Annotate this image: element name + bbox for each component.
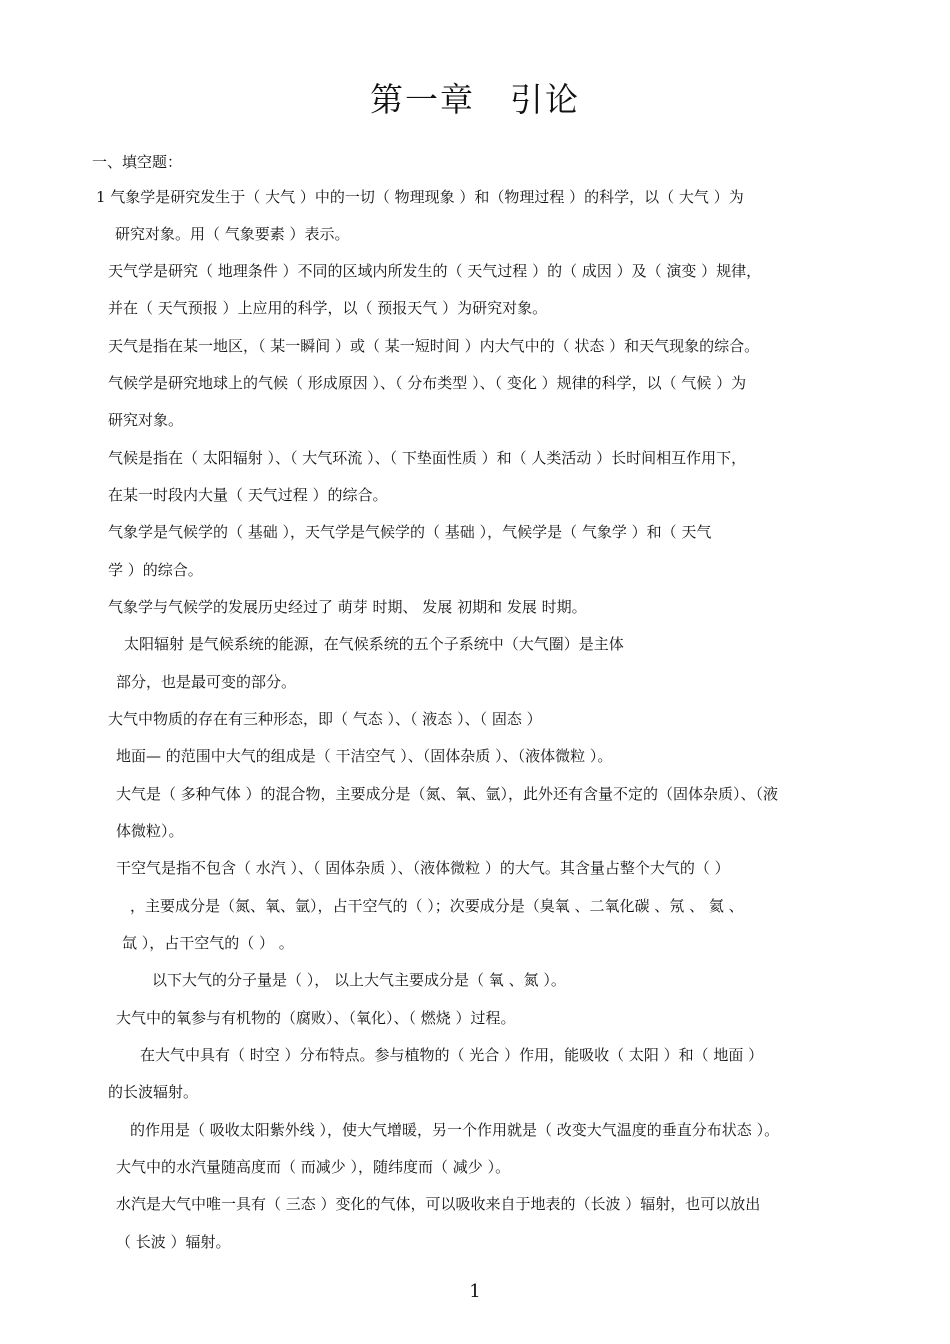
text-line-19: 干空气是指不包含（ 水汽 ）、（ 固体杂质 ）、（液体微粒 ）的大气。其含量占整个大气的（ ） (116, 859, 730, 877)
section-heading: 一、填空题： (92, 153, 183, 171)
text-line-20: ，主要成分是（氮、氧、氩），占干空气的（ ）；次要成分是（臭氧 、二氧化碳 、氖 、 氦 、 (130, 897, 744, 915)
text-line-6: 气候学是研究地球上的气候（ 形成原因 ）、（ 分布类型 ）、（ 变化 ）规律的科学，以（ 气候 ）为 (108, 374, 747, 392)
text-line-10: 气象学是气候学的（ 基础 ），天气学是气候学的（ 基础 ），气候学是（ 气象学 ）和（ 天气 (108, 523, 712, 541)
text-line-2: 研究对象。用（ 气象要素 ）表示。 (115, 225, 350, 243)
text-line-12: 气象学与气候学的发展历史经过了 萌芽 时期、 发展 初期和 发展 时期。 (108, 598, 587, 616)
text-line-17: 大气是（ 多种气体 ）的混合物，主要成分是（氮、氧、氩），此外还有含量不定的（固体杂质）、（液 (116, 785, 779, 803)
text-line-29: （ 长波 ）辐射。 (116, 1233, 231, 1251)
text-line-28: 水汽是大气中唯一具有（ 三态 ）变化的气体，可以吸收来自于地表的（长波 ）辐射，也可以放出 (116, 1195, 761, 1213)
text-line-14: 部分，也是最可变的部分。 (116, 673, 297, 691)
text-line-25: 的长波辐射。 (108, 1083, 199, 1101)
page-number: 1 (469, 1281, 481, 1302)
text-line-8: 气候是指在（ 太阳辐射 ）、（ 大气环流 ）、（ 下垫面性质 ）和（ 人类活动 ）长时间相互作用下， (108, 449, 747, 467)
text-line-3: 天气学是研究（ 地理条件 ）不同的区域内所发生的（ 天气过程 ）的（ 成因 ）及（ 演变 ）规律， (108, 262, 762, 280)
text-line-13: 太阳辐射 是气候系统的能源，在气候系统的五个子系统中（大气圈）是主体 (124, 635, 624, 653)
text-line-26: 的作用是（ 吸收太阳紫外线 ），使大气增暖，另一个作用就是（ 改变大气温度的垂直分布状态 ）。 (130, 1121, 780, 1139)
text-line-15: 大气中物质的存在有三种形态，即（ 气态 ）、（ 液态 ）、（ 固态 ） (108, 710, 542, 728)
text-line-23: 大气中的氧参与有机物的（腐败）、（氧化）、（ 燃烧 ）过程。 (116, 1009, 516, 1027)
text-line-27: 大气中的水汽量随高度而（ 而减少 ），随纬度而（ 减少 ）。 (116, 1158, 511, 1176)
text-line-24: 在大气中具有（ 时空 ）分布特点。参与植物的（ 光合 ）作用，能吸收（ 太阳 ）和（ 地面 ） (140, 1046, 764, 1064)
text-line-21: 氙 ），占干空气的（ ） 。 (122, 934, 294, 952)
text-line-5: 天气是指在某一地区，（ 某一瞬间 ）或（ 某一短时间 ）内大气中的（ 状态 ）和天气现象的综合。 (108, 337, 760, 355)
page-title: 第一章 引论 (370, 80, 580, 119)
text-line-1: 1 气象学是研究发生于（ 大气 ）中的一切（ 物理现象 ）和（物理过程 ）的科学，以（ 大气 ）为 (96, 188, 744, 206)
text-line-16: 地面— 的范围中大气的组成是（ 干洁空气 ）、（固体杂质 ）、（液体微粒 ）。 (116, 747, 613, 765)
text-line-7: 研究对象。 (108, 411, 184, 429)
text-line-22: 以下大气的分子量是（ ）， 以上大气主要成分是（ 氧 、氮 ）。 (152, 971, 566, 989)
text-line-18: 体微粒）。 (116, 822, 184, 840)
text-line-9: 在某一时段内大量（ 天气过程 ）的综合。 (108, 486, 388, 504)
text-line-4: 并在（ 天气预报 ）上应用的科学，以（ 预报天气 ）为研究对象。 (108, 299, 548, 317)
text-line-11: 学 ）的综合。 (108, 561, 203, 579)
